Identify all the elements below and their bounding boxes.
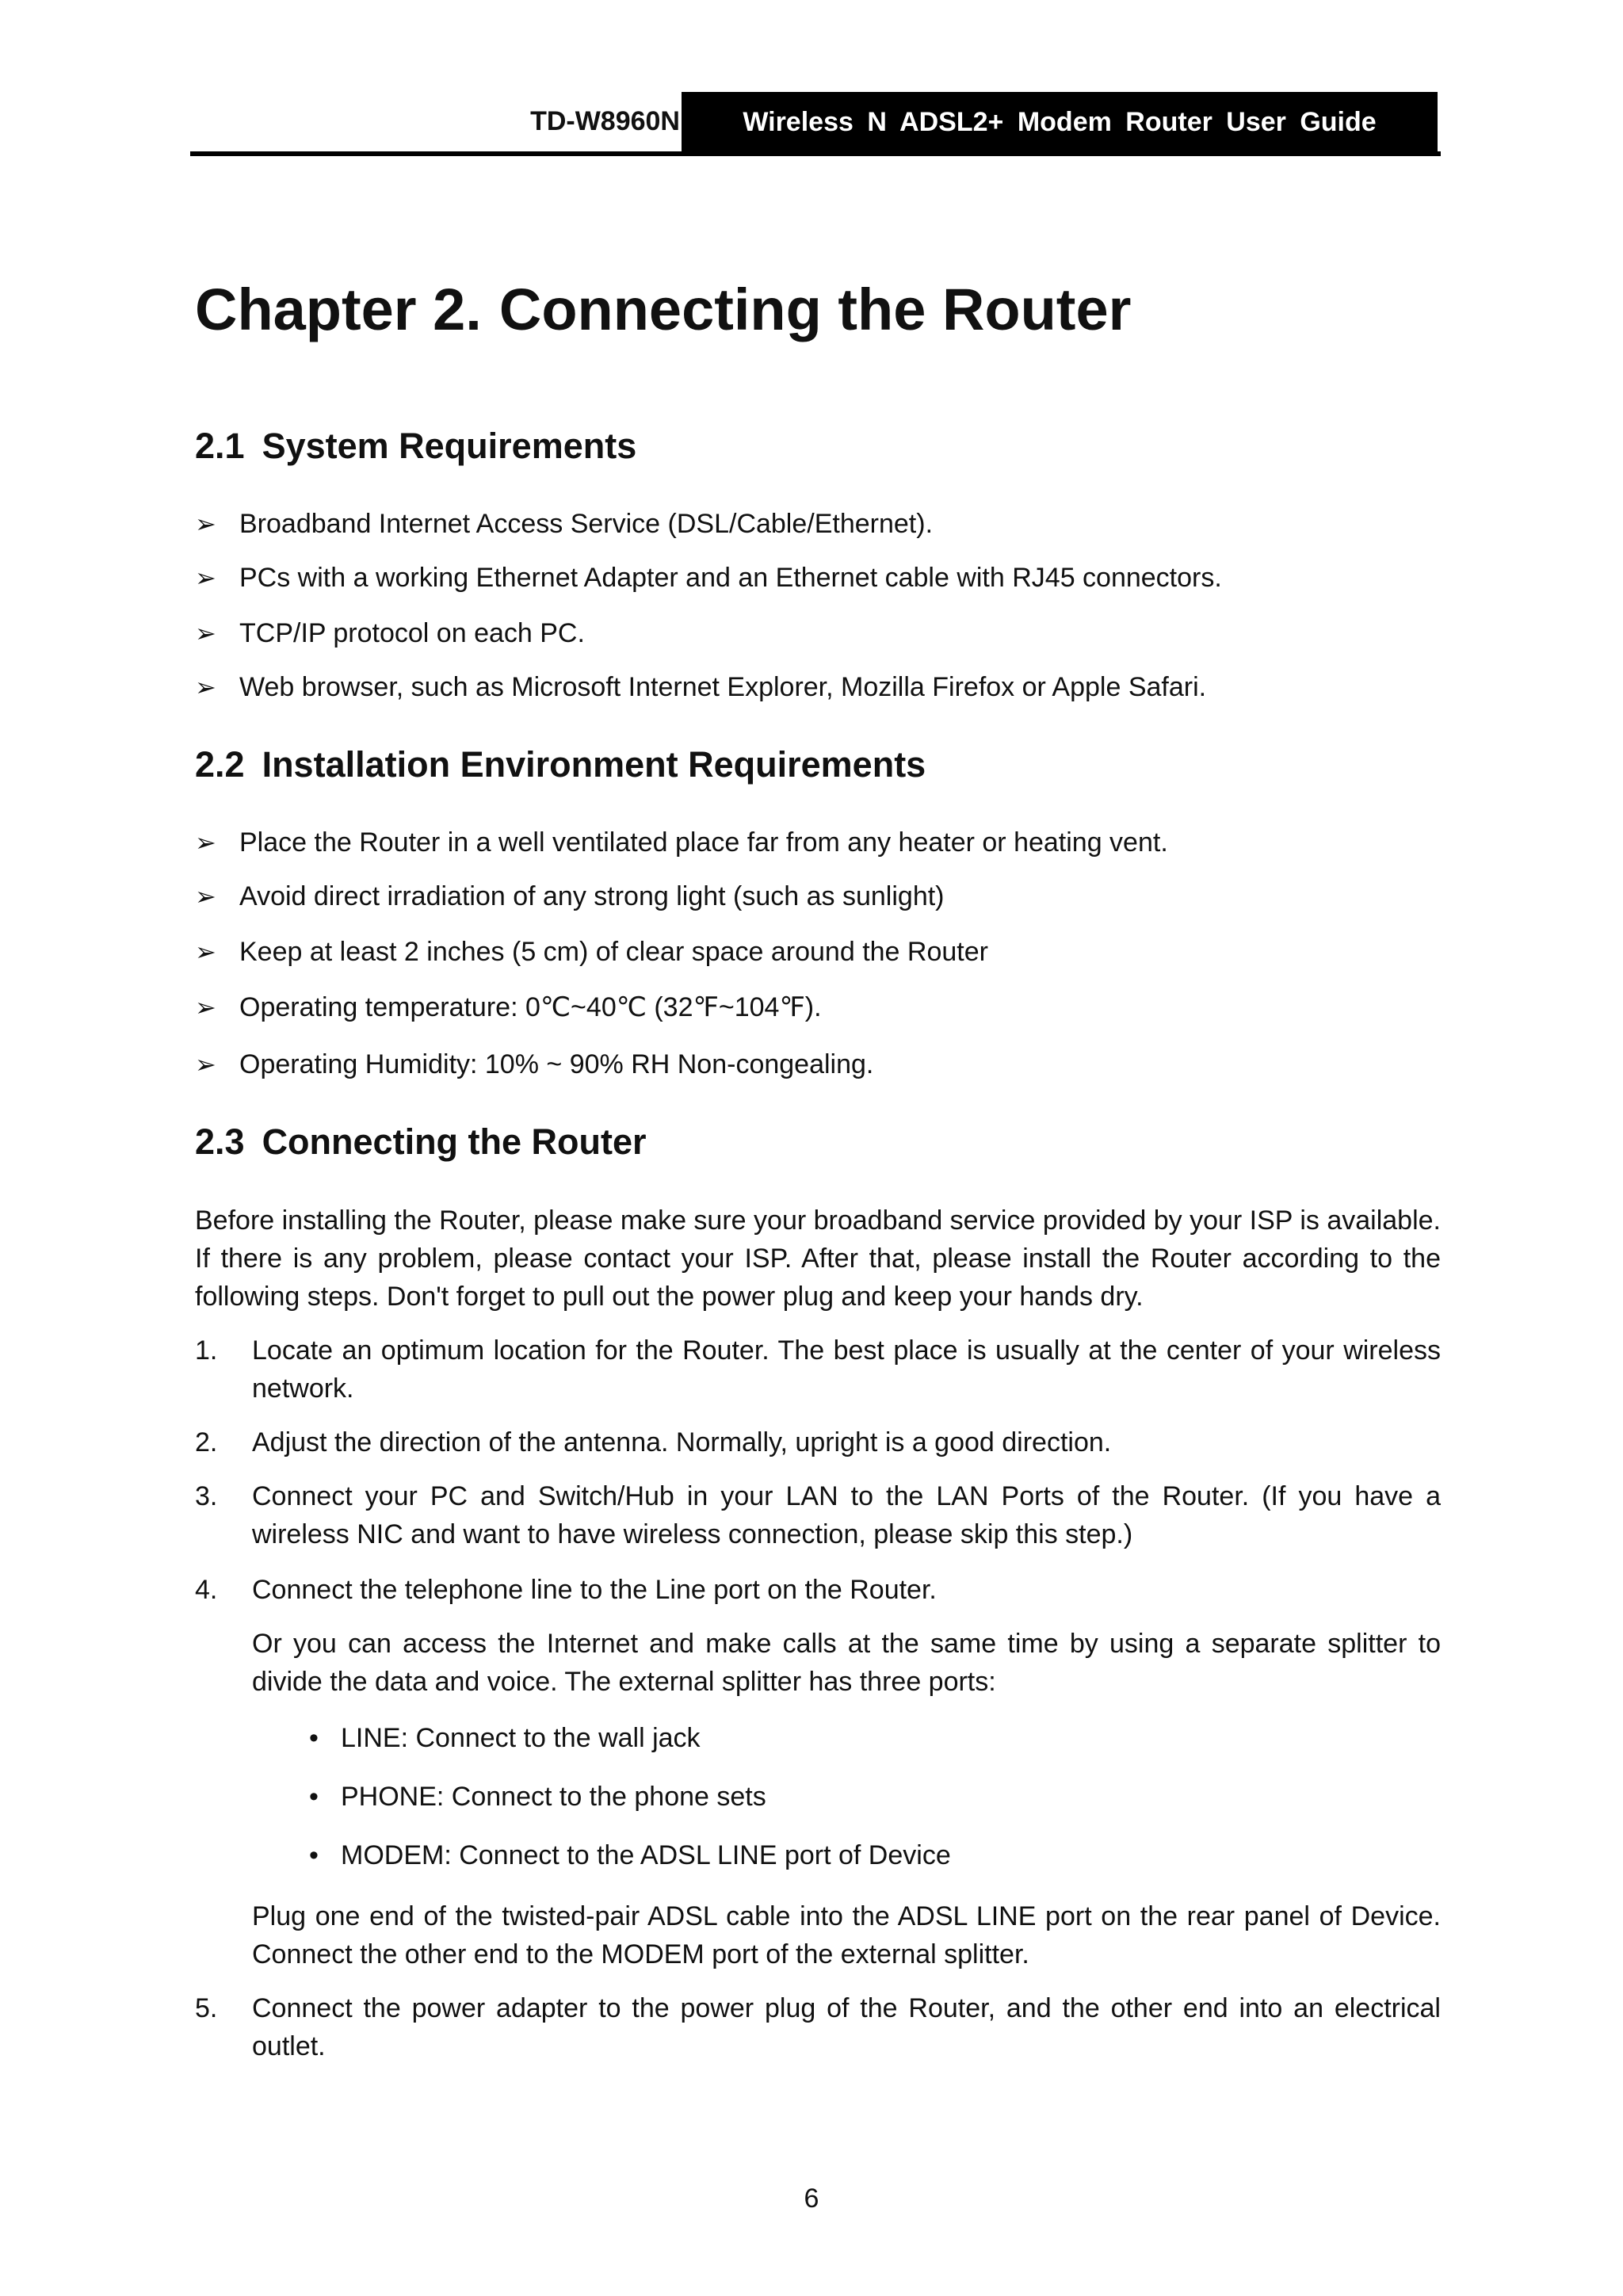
- dot-bullet-icon: •: [309, 1840, 319, 1870]
- step-item: [195, 1477, 1441, 1553]
- list-item: [309, 1721, 701, 1755]
- step-number: 3.: [195, 1481, 218, 1511]
- list-item-text: PCs with a working Ethernet Adapter and an Ethernet cable with RJ45 connectors.: [239, 563, 1222, 593]
- arrow-bullet-icon: ➢: [195, 938, 216, 966]
- list-item-text: Avoid direct irradiation of any strong light (such as sunlight): [239, 881, 945, 911]
- list-item: [195, 935, 988, 968]
- list-item-text: Operating Humidity: 10% ~ 90% RH Non-congealing.: [239, 1049, 874, 1079]
- step-text: Locate an optimum location for the Router. The best place is usually at the center of your wireless network.: [252, 1335, 1441, 1404]
- section-number: 2.1: [195, 426, 245, 466]
- list-item-text: MODEM: Connect to the ADSL LINE port of Device: [341, 1840, 951, 1870]
- header-model-name: TD-W8960N: [530, 106, 680, 136]
- list-item-text: Broadband Internet Access Service (DSL/Cable/Ethernet).: [239, 509, 934, 539]
- list-item-text: Place the Router in a well ventilated place far from any heater or heating vent.: [239, 827, 1168, 858]
- chapter-title: Connecting the Router: [498, 277, 1132, 342]
- step-item: [195, 1331, 1441, 1408]
- chapter-heading: [195, 274, 1131, 346]
- list-item: [195, 617, 585, 650]
- step-number: 4.: [195, 1575, 218, 1605]
- arrow-bullet-icon: ➢: [195, 882, 216, 911]
- arrow-bullet-icon: ➢: [195, 619, 216, 648]
- dot-bullet-icon: •: [309, 1782, 319, 1812]
- step-item: [195, 1423, 1441, 1461]
- dot-bullet-icon: •: [309, 1723, 319, 1753]
- step-text: Connect the power adapter to the power plug of the Router, and the other end into an electrical outlet.: [252, 1993, 1441, 2061]
- step-text: Adjust the direction of the antenna. Normally, upright is a good direction.: [252, 1427, 1112, 1457]
- list-item: [309, 1839, 951, 1872]
- header-rule: [190, 151, 1441, 156]
- section-title: Connecting the Router: [262, 1121, 647, 1162]
- list-item: [195, 561, 1222, 594]
- list-item-text: PHONE: Connect to the phone sets: [341, 1782, 766, 1812]
- section-heading-2-2: [195, 743, 926, 786]
- step-number: 1.: [195, 1335, 218, 1366]
- list-item-text: Operating temperature: 0℃~40℃ (32℉~104℉).: [239, 992, 822, 1022]
- step-number: 2.: [195, 1427, 218, 1457]
- arrow-bullet-icon: ➢: [195, 1050, 216, 1079]
- arrow-bullet-icon: ➢: [195, 993, 216, 1022]
- section-title: System Requirements: [262, 426, 637, 466]
- list-item: [195, 1048, 873, 1081]
- section-number: 2.3: [195, 1121, 245, 1162]
- list-item-text: TCP/IP protocol on each PC.: [239, 618, 585, 648]
- list-item: [195, 670, 1206, 704]
- list-item-text: LINE: Connect to the wall jack: [341, 1723, 701, 1753]
- section-heading-2-1: [195, 425, 636, 468]
- page-number: 6: [804, 2183, 819, 2214]
- header-guide-title: Wireless N ADSL2+ Modem Router User Guide: [682, 92, 1438, 152]
- step-text: Connect your PC and Switch/Hub in your LAN to the LAN Ports of the Router. (If you have a wireless NIC and want to have wireless connection, please skip this step.): [252, 1481, 1441, 1549]
- list-item-text: Keep at least 2 inches (5 cm) of clear space around the Router: [239, 937, 988, 967]
- list-item: [195, 507, 933, 541]
- section-title: Installation Environment Requirements: [262, 744, 926, 785]
- section-heading-2-3: [195, 1121, 647, 1163]
- arrow-bullet-icon: ➢: [195, 563, 216, 592]
- list-item: [309, 1780, 766, 1813]
- section-number: 2.2: [195, 744, 245, 785]
- step4-splitter-note: Or you can access the Internet and make calls at the same time by using a separate splitter to divide the data and voice. The external splitter has three ports:: [252, 1629, 1441, 1697]
- list-item: [195, 991, 822, 1024]
- arrow-bullet-icon: ➢: [195, 828, 216, 857]
- step-number: 5.: [195, 1993, 218, 2023]
- step-item: [195, 1989, 1441, 2065]
- arrow-bullet-icon: ➢: [195, 673, 216, 701]
- arrow-bullet-icon: ➢: [195, 510, 216, 538]
- chapter-number: Chapter 2.: [195, 277, 482, 342]
- list-item: [195, 826, 1168, 859]
- step-item: [195, 1571, 1441, 1609]
- step-text: Connect the telephone line to the Line port on the Router.: [252, 1575, 937, 1605]
- list-item: [195, 880, 945, 913]
- list-item-text: Web browser, such as Microsoft Internet Explorer, Mozilla Firefox or Apple Safari.: [239, 672, 1207, 702]
- step4-plug-note: Plug one end of the twisted-pair ADSL cable into the ADSL LINE port on the rear panel of Device. Connect the other end to the MODEM port of the external splitter.: [252, 1901, 1441, 1969]
- intro-paragraph: Before installing the Router, please make sure your broadband service provided by your ISP is available. If there is any problem, please contact your ISP. After that, please install the Router according to the following steps. Don't forget to pull out the power plug and keep your hands dry.: [195, 1205, 1441, 1312]
